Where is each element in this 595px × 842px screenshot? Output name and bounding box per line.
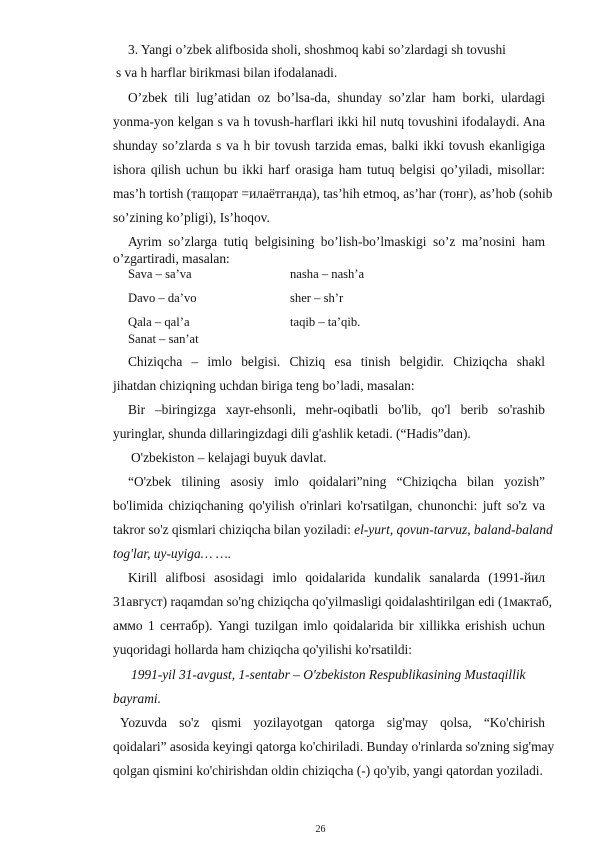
paragraph-line: yuringlar, shunda dillaringizdagi dili g'ashlik ketadi. (“Hadis”dan). xyxy=(113,426,471,441)
paragraph-line: o’zgartiradi, masalan: xyxy=(113,251,230,266)
paragraph-line: jihatdan chiziqning uchdan biriga teng bo’ladi, masalan: xyxy=(113,378,415,393)
example-left: Sava – sa’va xyxy=(128,267,192,281)
paragraph-line: ishora qilish uchun bu ikki harf orasiga ham tutuq belgisi qo’yiladi, misollar: xyxy=(113,162,545,177)
paragraph-line xyxy=(113,522,553,538)
italic-example-line: bayrami. xyxy=(113,691,161,706)
paragraph-line: O’zbek tili lug’atidan oz bo’lsa-da, shunday so’zlar ham borki, ulardagi xyxy=(128,90,545,105)
italic-example-line: 1991-yil 31-avgust, 1-sentabr – O'zbekiston Respublikasining Mustaqillik xyxy=(131,667,526,682)
paragraph-line: “O'zbek tilining asosiy imlo qoidalari”ning “Chiziqcha bilan yozish” xyxy=(128,474,545,489)
page-number: 26 xyxy=(315,824,326,835)
text-run: takror so'z qismlari chiziqcha bilan yoziladi: xyxy=(113,522,355,537)
paragraph-line: yuqoridagi hollarda ham chiziqcha qo'yilishi ko'rsatildi: xyxy=(113,642,412,657)
paragraph-line: Ayrim so’zlarga tutiq belgisining bo’lish-bo’lmaskigi so’z ma’nosini ham xyxy=(128,234,545,249)
paragraph-line: bo'limida chiziqchaning qo'yilish o'rinlari ko'rsatilgan, chunonchi: juft so'z va xyxy=(113,498,545,513)
example-right: taqib – ta’qib. xyxy=(290,315,361,329)
numbered-paragraph-line: 3. Yangi o’zbek alifbosida sholi, shoshmoq kabi so’zlardagi sh tovushi xyxy=(128,42,506,57)
paragraph-line: аммо 1 сентабр). Yangi tuzilgan imlo qoidalarida bir xillikka erishish uchun xyxy=(113,618,545,633)
paragraph-line: Chiziqcha – imlo belgisi. Chiziq esa tinish belgidir. Chiziqcha shakl xyxy=(128,354,545,369)
example-left: Qala – qal’a xyxy=(128,315,190,329)
paragraph-line: shunday so’zlarda s va h bir tovush tarzida emas, balki ikki tovush ekanligiga xyxy=(113,138,545,153)
paragraph-line: Bir –biringizga xayr-ehsonli, mehr-oqibatli bo'lib, qo'l berib so'rashib xyxy=(128,402,545,417)
paragraph-line: mas’h tortish (тащорат =илаётганда), tas’hih etmoq, as’har (тонг), as’hob (sohib xyxy=(113,186,553,201)
example-right: sher – sh’r xyxy=(290,291,344,305)
italic-examples: tog'lar, uy-uyiga… …. xyxy=(113,546,232,561)
paragraph-line: so’zining ko’pligi), Is’hoqov. xyxy=(113,210,270,225)
paragraph-line: qoidalari” asosida keyingi qatorga ko'chiriladi. Bunday o'rinlarda so'zning sig'may xyxy=(113,739,555,754)
paragraph-line: s va h harflar birikmasi bilan ifodalanadi. xyxy=(116,65,338,80)
example-right: nasha – nash’a xyxy=(290,267,365,281)
example-left: Davo – da’vo xyxy=(128,291,197,305)
paragraph-line: O'zbekiston – kelajagi buyuk davlat. xyxy=(131,450,327,465)
paragraph-line: Kirill alifbosi asosidagi imlo qoidalarida kundalik sanalarda (1991-йил xyxy=(128,570,545,585)
paragraph-line: yonma-yon kelgan s va h tovush-harflari ikki hil nutq tovushini ifodalaydi. Ana xyxy=(113,114,545,129)
italic-examples: el-yurt, qovun-tarvuz, baland-baland xyxy=(354,522,553,537)
paragraph-line: qolgan qismini ko'chirishdan oldin chiziqcha (-) qo'yib, yangi qatordan yoziladi. xyxy=(113,763,543,778)
paragraph-line: Yozuvda so'z qismi yozilayotgan qatorga sig'may qolsa, “Ko'chirish xyxy=(120,715,545,730)
example-left: Sanat – san’at xyxy=(128,332,199,346)
paragraph-line: 31август) raqamdan so'ng chiziqcha qo'yilmasligi qoidalashtirilgan edi (1мактаб, xyxy=(113,594,552,609)
